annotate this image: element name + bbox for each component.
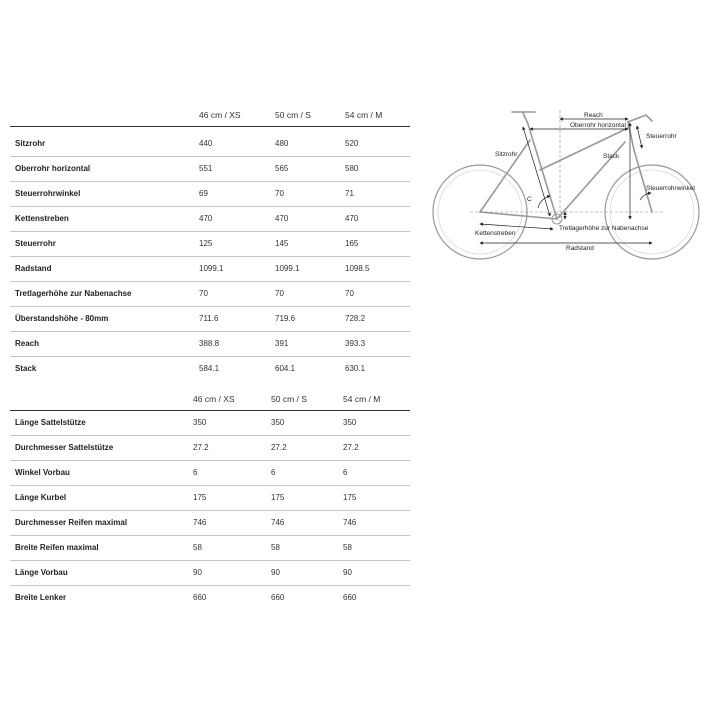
cell-m: 6 — [343, 468, 348, 477]
row-label: Steuerrohr — [15, 239, 56, 248]
kettenstreben-label: Kettenstreben — [475, 230, 516, 237]
row-label: Reach — [15, 339, 40, 348]
row-label: Stack — [15, 364, 37, 373]
cell-s: 604.1 — [275, 364, 296, 373]
oberrohr-label: Oberrohr horizontal — [570, 122, 626, 129]
cell-xs: 6 — [193, 468, 198, 477]
cell-m: 90 — [343, 568, 352, 577]
column-header-s: 50 cm / S — [271, 394, 307, 404]
cell-xs: 584.1 — [199, 364, 220, 373]
cell-s: 27.2 — [271, 443, 287, 452]
stack-label: Stack — [603, 153, 620, 160]
cell-m: 71 — [345, 189, 354, 198]
row-label: Steuerrohrwinkel — [15, 189, 81, 198]
angle-c-arc — [538, 196, 550, 208]
cell-s: 719.6 — [275, 314, 296, 323]
steuerrohr-line — [637, 126, 642, 148]
cell-s: 6 — [271, 468, 276, 477]
row-label: Winkel Vorbau — [15, 468, 70, 477]
cell-m: 728.2 — [345, 314, 366, 323]
cell-s: 90 — [271, 568, 280, 577]
cell-s: 746 — [271, 518, 285, 527]
cell-m: 70 — [345, 289, 354, 298]
cell-xs: 69 — [199, 189, 208, 198]
cell-m: 165 — [345, 239, 359, 248]
cell-xs: 388.8 — [199, 339, 220, 348]
cell-m: 27.2 — [343, 443, 359, 452]
cell-xs: 660 — [193, 593, 207, 602]
cell-s: 70 — [275, 189, 284, 198]
row-label: Breite Reifen maximal — [15, 543, 99, 552]
row-label: Durchmesser Reifen maximal — [15, 518, 128, 527]
cell-s: 470 — [275, 214, 289, 223]
cell-m: 175 — [343, 493, 357, 502]
reach-label: Reach — [584, 112, 603, 119]
cell-xs: 440 — [199, 139, 213, 148]
column-header-m: 54 cm / M — [343, 394, 381, 404]
cell-s: 660 — [271, 593, 285, 602]
steuerrohr-label: Steuerrohr — [646, 133, 677, 140]
angle-c-label: C — [527, 196, 532, 203]
cell-s: 175 — [271, 493, 285, 502]
cell-m: 393.3 — [345, 339, 366, 348]
cell-m: 1098.5 — [345, 264, 370, 273]
cell-xs: 551 — [199, 164, 213, 173]
cell-s: 350 — [271, 418, 285, 427]
cell-m: 630.1 — [345, 364, 366, 373]
row-label: Überstandshöhe - 80mm — [15, 314, 109, 323]
sitzrohr-label: Sitzrohr — [495, 151, 518, 158]
row-label: Oberrohr horizontal — [15, 164, 91, 173]
cell-xs: 58 — [193, 543, 202, 552]
cell-xs: 1099.1 — [199, 264, 224, 273]
cell-xs: 70 — [199, 289, 208, 298]
steuerrohrwinkel-label: Steuerrohrwinkel — [646, 185, 695, 192]
cell-xs: 125 — [199, 239, 213, 248]
cell-xs: 470 — [199, 214, 213, 223]
cell-xs: 350 — [193, 418, 207, 427]
column-header-xs: 46 cm / XS — [199, 110, 241, 120]
row-label: Länge Vorbau — [15, 568, 68, 577]
column-header-s: 50 cm / S — [275, 110, 311, 120]
cell-s: 70 — [275, 289, 284, 298]
cell-m: 58 — [343, 543, 352, 552]
cell-s: 145 — [275, 239, 289, 248]
cell-xs: 711.6 — [199, 314, 219, 323]
tretlager-label: Tretlagerhöhe zur Nabenachse — [559, 225, 649, 232]
cell-s: 1099.1 — [275, 264, 300, 273]
row-label: Durchmesser Sattelstütze — [15, 443, 114, 452]
column-header-m: 54 cm / M — [345, 110, 383, 120]
radstand-label: Radstand — [566, 245, 594, 252]
row-label: Länge Kurbel — [15, 493, 67, 502]
cell-m: 520 — [345, 139, 359, 148]
cell-m: 470 — [345, 214, 359, 223]
row-label: Sitzrohr — [15, 139, 46, 148]
cell-m: 746 — [343, 518, 357, 527]
column-header-xs: 46 cm / XS — [193, 394, 235, 404]
cell-m: 350 — [343, 418, 357, 427]
cell-xs: 746 — [193, 518, 207, 527]
cell-s: 58 — [271, 543, 280, 552]
cell-s: 391 — [275, 339, 289, 348]
cell-s: 565 — [275, 164, 289, 173]
cell-xs: 27.2 — [193, 443, 209, 452]
row-label: Radstand — [15, 264, 52, 273]
cell-xs: 90 — [193, 568, 202, 577]
row-label: Kettenstreben — [15, 214, 69, 223]
cell-m: 580 — [345, 164, 359, 173]
kettenstreben-line — [480, 224, 553, 229]
cell-m: 660 — [343, 593, 357, 602]
cell-xs: 175 — [193, 493, 207, 502]
row-label: Länge Sattelstütze — [15, 418, 86, 427]
steuerrohrwinkel-arc — [640, 193, 651, 200]
cell-s: 480 — [275, 139, 289, 148]
row-label: Tretlagerhöhe zur Nabenachse — [15, 289, 132, 298]
row-label: Breite Lenker — [15, 593, 67, 602]
